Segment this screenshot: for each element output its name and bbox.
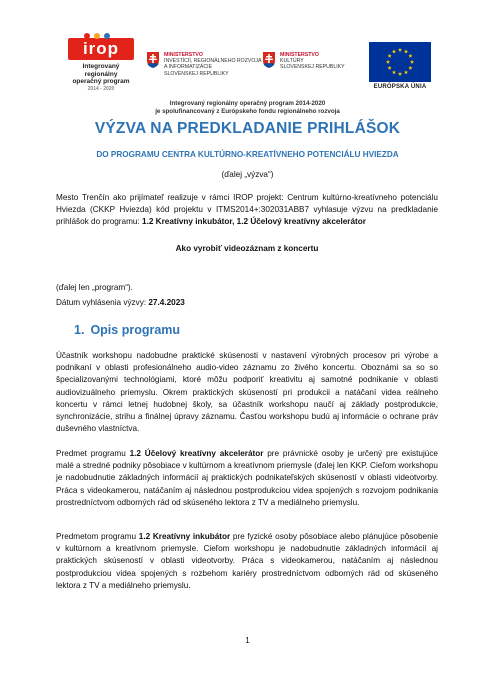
dalej-vyzva: (ďalej „výzva“) bbox=[221, 170, 274, 179]
slovak-crest-icon bbox=[263, 52, 275, 68]
eu-logo bbox=[369, 42, 431, 90]
page-title: VÝZVA NA PREDKLADANIE PRIHLÁŠOK bbox=[94, 120, 401, 137]
dalej-program: (ďalej len „program“). bbox=[56, 283, 133, 292]
page-subtitle: DO PROGRAMU CENTRA KULTÚRNO-KREATÍVNEHO POTENCIÁLU HVIEZDA bbox=[96, 150, 399, 159]
cofunding-note: Integrovaný regionálny operačný program 2014-2020 je spolufinancovaný z Európskeho fondu regionálneho rozvoja bbox=[155, 100, 340, 115]
slovak-crest-icon bbox=[147, 52, 159, 68]
intro-paragraph: Mesto Trenčín ako prijímateľ realizuje v rámci IROP projekt: Centrum kultúrno-kreatívneho potenciálu Hviezda (CKKP Hviezda) kód projektu v ITMS2014+:302031ABB7 vyhlasuje výzvu na predkladanie prihlášok do programu: 1.2 Kreatívny inkubátor, 1.2 Účelový kreatívny akcelerátor bbox=[56, 193, 438, 227]
announcement-date: Dátum vyhlásenia výzvy: 27.4.2023 bbox=[56, 298, 185, 307]
program-name: Ako vyrobiť videozáznam z koncertu bbox=[175, 244, 319, 253]
section-heading: 1. Opis programu bbox=[74, 323, 181, 337]
irop-logo-text: irop bbox=[82, 39, 120, 58]
irop-logo-mark bbox=[68, 38, 134, 60]
description-paragraph-3: Predmetom programu 1.2 Kreatívny inkubátor pre fyzické osoby pôsobiace alebo plánujúce pôsobenie v kultúrnom a kreatívnom priemysle. Cieľom workshopu je nadobudnutie základných informácií aj praktických skúseností v oblasti videotvorby. Práca s videokamerou, natáčaním aj následnou postprodukciou videa spojených s rozbehom kariéry prostredníctvom odborných rád od skúseného lektora z TV a mediálneho priemyslu. bbox=[56, 532, 438, 590]
eu-caption: EURÓPSKA ÚNIA bbox=[373, 84, 427, 90]
irop-logo bbox=[66, 38, 136, 93]
ministry-culture-logo: MINISTERSTVO KULTÚRY SLOVENSKEJ REPUBLIKY bbox=[263, 52, 345, 71]
eu-flag-icon bbox=[369, 42, 431, 82]
description-paragraph-2: Predmet programu 1.2 Účelový kreatívny akcelerátor pre právnické osoby je určený pre existujúce malé a stredné podniky pôsobiace v kultúrnom a kreatívnom priemysle (ďalej len KKP. Cieľom workshopu je nadobudnutie základných informácií aj praktických podnikateľských skúseností v oblasti videotvorby. Práca s videokamerou, natáčaním aj následnou postprodukciou videa spojených s rozvojom podnikania prostredníctvom odborných rád od skúseného lektora z TV a mediálneho priemyslu. bbox=[56, 449, 438, 507]
ministry-regional-logo: MINISTERSTVO INVESTÍCIÍ, REGIONÁLNEHO ROZVOJA A INFORMATIZÁCIE SLOVENSKEJ REPUBLIKY bbox=[147, 52, 261, 77]
page-number: 1 bbox=[245, 636, 250, 645]
description-paragraph-1: Účastník workshopu nadobudne praktické skúsenosti v nastavení výrobných procesov pri výrobe a podnikaní v oblasti profesionálneho audio-video záznamu zo živého koncertu. Oboznámi sa so so špecializovanými technológiami, ktoré môžu podporiť kreativitu aj samotné podnikanie v oblasti audiovizuálneho priemyslu. Okrem praktických skúseností pri produkcii a natáčaní videa reálneho koncertu v rámci letnej hudobnej školy, sa účastník workshopu naučí aj základy postprodukcie, synchronizácie, strihu a finálnej úpravy záznamu. Časťou workshopu budú aj informácie o ochrane práv duševného vlastníctva. bbox=[56, 351, 438, 434]
logo-header bbox=[0, 38, 495, 96]
irop-caption: Integrovaný regionálny operačný program 2014 - 2020 bbox=[72, 63, 130, 92]
